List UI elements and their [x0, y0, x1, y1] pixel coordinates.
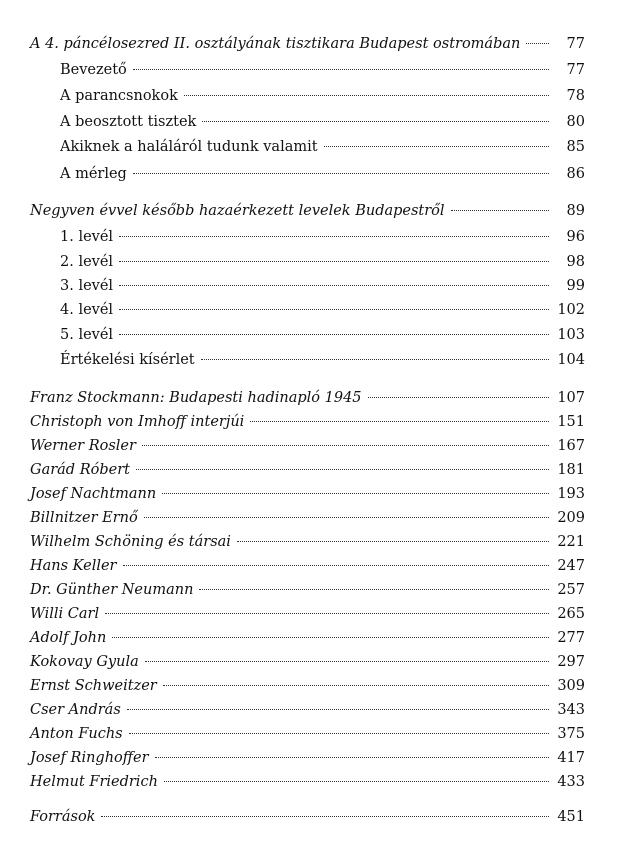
toc-entry-page-number: 265	[557, 606, 585, 622]
toc-entry[interactable]	[60, 350, 585, 370]
toc-entry-title: Források	[30, 809, 96, 825]
dot-leader	[368, 397, 549, 398]
toc-entry[interactable]	[30, 388, 585, 408]
toc-entry-page-number: 433	[557, 774, 585, 790]
toc-entry-title: 3. levél	[60, 278, 114, 294]
dot-leader	[250, 421, 549, 422]
toc-entry[interactable]	[60, 137, 585, 157]
dot-leader	[119, 334, 549, 335]
toc-entry-title: Értékelési kísérlet	[60, 352, 195, 368]
toc-entry-title: Werner Rosler	[30, 438, 136, 454]
toc-entry-page-number: 417	[557, 750, 585, 766]
toc-entry-page-number: 209	[557, 510, 585, 526]
toc-entry-title: A mérleg	[60, 166, 127, 182]
toc-entry-page-number: 103	[557, 327, 585, 343]
toc-entry-title: Kokovay Gyula	[30, 654, 139, 670]
toc-entry-page-number: 297	[557, 654, 585, 670]
toc-entry-title: Bevezető	[60, 62, 127, 78]
toc-entry[interactable]	[30, 34, 585, 54]
toc-entry-title: Billnitzer Ernő	[30, 510, 138, 526]
toc-entry[interactable]	[30, 700, 585, 720]
toc-entry-page-number: 375	[557, 726, 585, 742]
toc-entry-title: 2. levél	[60, 254, 114, 270]
toc-entry-page-number: 96	[566, 229, 585, 245]
dot-leader	[136, 469, 549, 470]
toc-entry-page-number: 80	[566, 114, 585, 130]
dot-leader	[133, 69, 549, 70]
toc-entry-page-number: 247	[557, 558, 585, 574]
dot-leader	[142, 445, 549, 446]
toc-entry-title: Josef Nachtmann	[30, 486, 157, 502]
dot-leader	[119, 285, 549, 286]
dot-leader	[105, 613, 549, 614]
toc-entry-title: Franz Stockmann: Budapesti hadinapló 1945	[30, 390, 362, 406]
toc-entry-page-number: 193	[557, 486, 585, 502]
toc-entry-page-number: 98	[566, 254, 585, 270]
toc-entry-title: A beosztott tisztek	[60, 114, 197, 130]
dot-leader	[119, 236, 549, 237]
toc-entry[interactable]	[30, 676, 585, 696]
toc-entry-title: 4. levél	[60, 302, 114, 318]
dot-leader	[119, 309, 549, 310]
toc-entry-page-number: 343	[557, 702, 585, 718]
toc-entry[interactable]	[30, 412, 585, 432]
toc-entry-title: Hans Keller	[30, 558, 117, 574]
toc-entry-page-number: 89	[566, 203, 585, 219]
toc-entry[interactable]	[60, 227, 585, 247]
toc-entry[interactable]	[30, 604, 585, 624]
toc-entry-title: Helmut Friedrich	[30, 774, 158, 790]
toc-entry-title: Akiknek a haláláról tudunk valamit	[60, 139, 318, 155]
toc-entry[interactable]	[30, 508, 585, 528]
toc-entry[interactable]	[30, 201, 585, 221]
toc-entry-page-number: 78	[566, 88, 585, 104]
toc-entry-page-number: 309	[557, 678, 585, 694]
dot-leader	[119, 261, 549, 262]
toc-entry-page-number: 151	[557, 414, 585, 430]
dot-leader	[184, 95, 549, 96]
toc-entry-page-number: 77	[566, 62, 585, 78]
toc-entry[interactable]	[60, 300, 585, 320]
toc-entry[interactable]	[30, 556, 585, 576]
toc-entry-title: Negyven évvel később hazaérkezett levelek Budapestről	[30, 203, 445, 219]
toc-entry[interactable]	[30, 436, 585, 456]
toc-entry-title: Josef Ringhoffer	[30, 750, 149, 766]
toc-entry-page-number: 86	[566, 166, 585, 182]
dot-leader	[133, 173, 549, 174]
toc-entry[interactable]	[30, 724, 585, 744]
dot-leader	[324, 146, 549, 147]
toc-entry[interactable]	[30, 460, 585, 480]
toc-entry-page-number: 77	[566, 36, 585, 52]
toc-entry-title: Anton Fuchs	[30, 726, 123, 742]
dot-leader	[162, 493, 549, 494]
toc-entry[interactable]	[60, 164, 585, 184]
toc-entry[interactable]	[30, 532, 585, 552]
toc-entry[interactable]	[30, 772, 585, 792]
toc-entry[interactable]	[60, 60, 585, 80]
toc-entry[interactable]	[60, 112, 585, 132]
toc-entry-page-number: 85	[566, 139, 585, 155]
toc-entry-title: Willi Carl	[30, 606, 100, 622]
toc-entry-page-number: 102	[557, 302, 585, 318]
toc-entry-title: Cser András	[30, 702, 121, 718]
dot-leader	[145, 661, 549, 662]
toc-entry-page-number: 167	[557, 438, 585, 454]
dot-leader	[202, 121, 549, 122]
toc-entry-title: Wilhelm Schöning és társai	[30, 534, 231, 550]
toc-entry-page-number: 451	[557, 809, 585, 825]
dot-leader	[127, 709, 549, 710]
toc-entry-title: A parancsnokok	[60, 88, 178, 104]
dot-leader	[144, 517, 549, 518]
toc-entry[interactable]	[30, 580, 585, 600]
dot-leader	[101, 816, 549, 817]
toc-entry-title: Garád Róbert	[30, 462, 130, 478]
dot-leader	[201, 359, 549, 360]
toc-entry[interactable]	[30, 807, 585, 827]
toc-entry[interactable]	[60, 252, 585, 272]
dot-leader	[123, 565, 550, 566]
toc-entry-title: A 4. páncélosezred II. osztályának tisztikara Budapest ostromában	[30, 36, 521, 52]
toc-entry[interactable]	[60, 276, 585, 296]
toc-entry-title: Christoph von Imhoff interjúi	[30, 414, 245, 430]
toc-entry-page-number: 181	[557, 462, 585, 478]
toc-entry-page-number: 277	[557, 630, 585, 646]
dot-leader	[129, 733, 549, 734]
dot-leader	[237, 541, 549, 542]
toc-entry-title: Ernst Schweitzer	[30, 678, 157, 694]
toc-entry-title: Adolf John	[30, 630, 107, 646]
dot-leader	[163, 685, 549, 686]
toc-entry-title: 5. levél	[60, 327, 114, 343]
toc-entry[interactable]	[60, 325, 585, 345]
toc-entry[interactable]	[30, 628, 585, 648]
dot-leader	[451, 210, 549, 211]
toc-entry-title: Dr. Günther Neumann	[30, 582, 194, 598]
dot-leader	[155, 757, 549, 758]
dot-leader	[199, 589, 549, 590]
toc-entry[interactable]	[30, 748, 585, 768]
toc-entry-page-number: 104	[557, 352, 585, 368]
toc-entry[interactable]	[30, 652, 585, 672]
toc-entry-page-number: 99	[566, 278, 585, 294]
toc-entry[interactable]	[30, 484, 585, 504]
toc-entry-page-number: 107	[557, 390, 585, 406]
toc-entry-title: 1. levél	[60, 229, 114, 245]
toc-entry-page-number: 257	[557, 582, 585, 598]
dot-leader	[164, 781, 549, 782]
toc-entry-page-number: 221	[557, 534, 585, 550]
dot-leader	[526, 43, 549, 44]
dot-leader	[112, 637, 549, 638]
toc-entry[interactable]	[60, 86, 585, 106]
